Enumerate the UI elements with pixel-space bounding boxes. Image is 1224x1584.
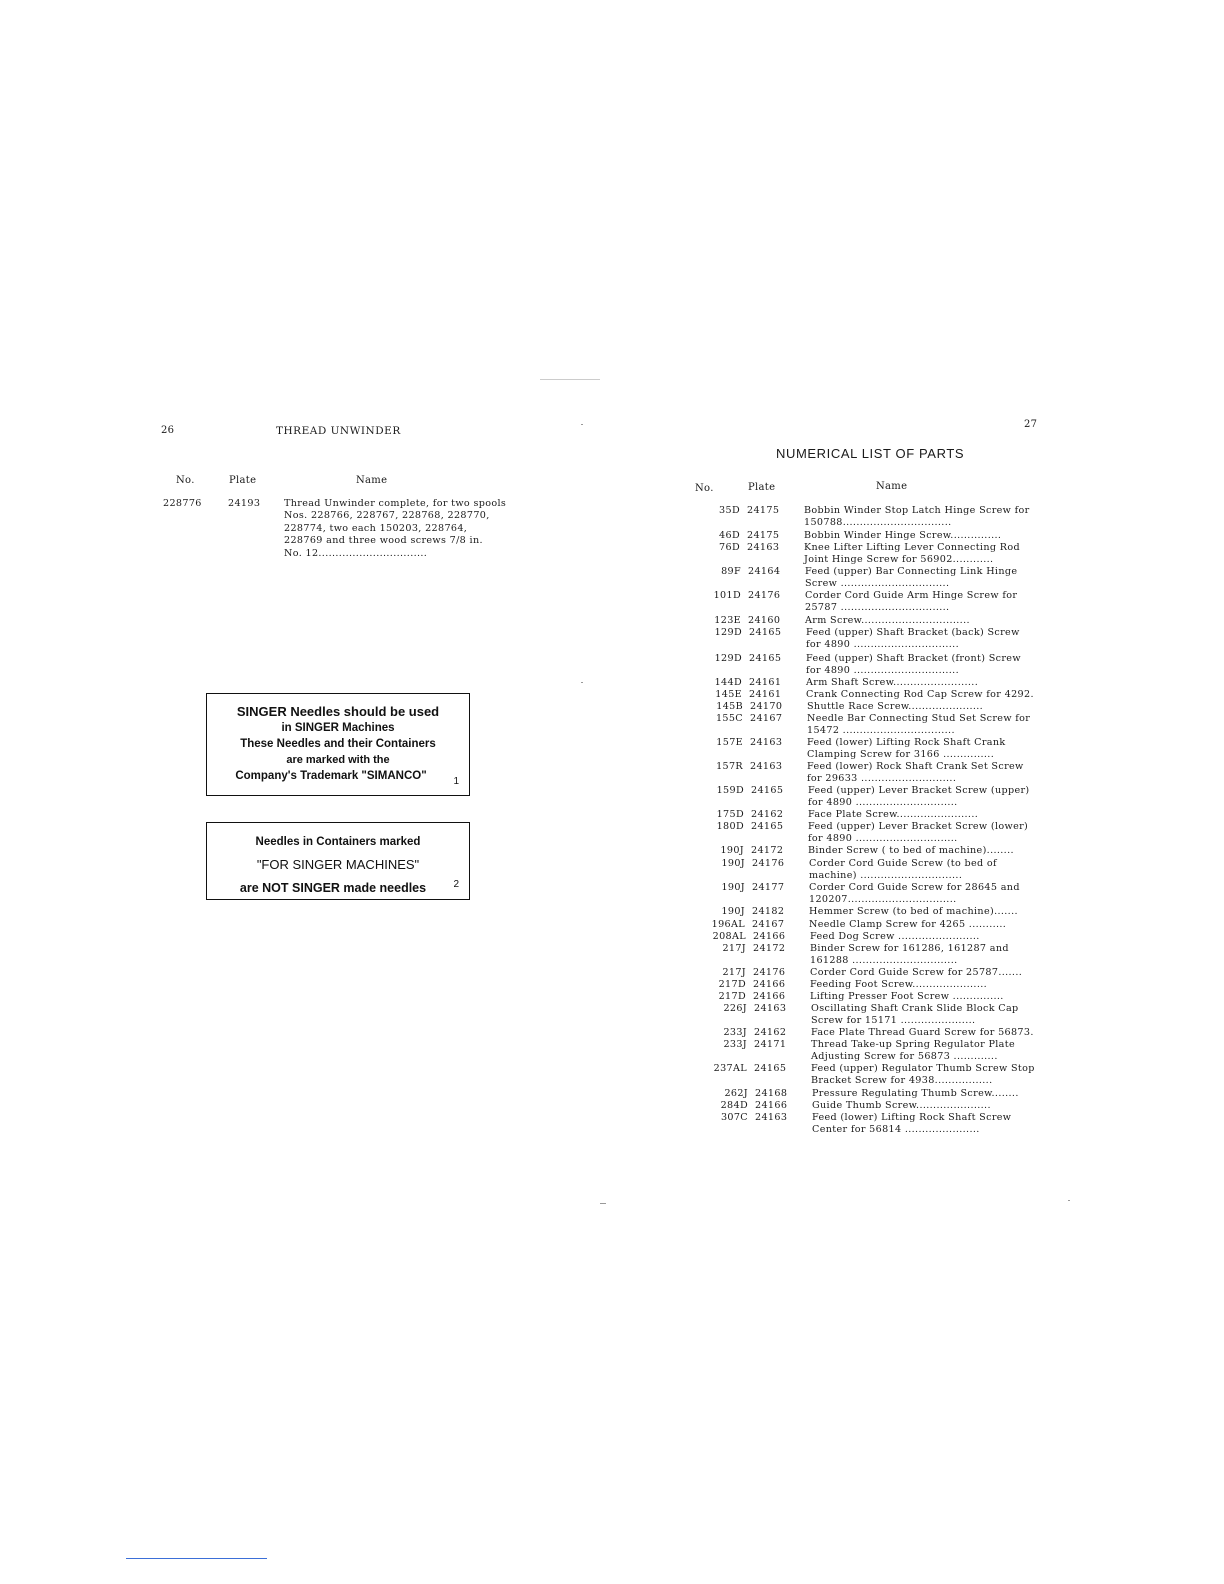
notice-1-line-5: Company's Trademark "SIMANCO"	[235, 770, 427, 782]
left-page-title: THREAD UNWINDER	[276, 425, 401, 437]
part-plate: 24165	[754, 1063, 787, 1074]
left-entry-no: 228776	[163, 498, 202, 509]
part-no: 145E	[715, 689, 742, 700]
part-plate: 24177	[752, 882, 785, 893]
part-no: 217J	[722, 943, 746, 954]
part-name: Hemmer Screw (to bed of machine).......	[809, 906, 1018, 917]
part-plate: 24171	[754, 1039, 787, 1050]
part-name: Corder Cord Guide Screw (to bed of machine) ..............................	[809, 858, 997, 882]
part-name: Corder Cord Guide Screw for 28645 and 120207................................	[809, 882, 1020, 906]
scan-speck	[1068, 1200, 1070, 1201]
part-plate: 24160	[748, 615, 781, 626]
part-no: 190J	[721, 906, 745, 917]
part-no: 226J	[723, 1003, 747, 1014]
part-no: 157E	[716, 737, 743, 748]
part-no: 262J	[724, 1088, 748, 1099]
part-plate: 24182	[752, 906, 785, 917]
notice-simanco	[206, 693, 470, 796]
part-plate: 24167	[750, 713, 783, 724]
bottom-divider	[126, 1558, 267, 1559]
part-plate: 24172	[751, 845, 784, 856]
part-name: Bobbin Winder Stop Latch Hinge Screw for 150788................................	[804, 505, 1030, 529]
part-name: Lifting Presser Foot Screw ...............	[810, 991, 1004, 1002]
part-name: Feed (lower) Lifting Rock Shaft Screw Center for 56814 ......................	[812, 1112, 1012, 1136]
part-no: 46D	[719, 530, 740, 541]
part-plate: 24176	[752, 858, 785, 869]
part-plate: 24163	[755, 1112, 788, 1123]
part-no: 237AL	[713, 1063, 747, 1074]
part-plate: 24162	[751, 809, 784, 820]
notice-1-line-3: These Needles and their Containers	[240, 738, 436, 750]
scan-speck	[540, 379, 600, 380]
part-plate: 24165	[751, 785, 784, 796]
part-no: 35D	[719, 505, 740, 516]
notice-2-line-2: "FOR SINGER MACHINES"	[256, 857, 420, 872]
part-no: 76D	[719, 542, 740, 553]
left-col-name: Name	[356, 475, 388, 486]
part-name: Feed (upper) Bar Connecting Link Hinge Screw ................................	[805, 566, 1018, 590]
part-no: 233J	[723, 1039, 747, 1050]
scan-speck	[600, 1203, 606, 1204]
part-no: 208AL	[712, 931, 746, 942]
part-name: Feed (lower) Rock Shaft Crank Set Screw for 29633 ............................	[807, 761, 1024, 785]
right-col-no: No.	[695, 483, 714, 494]
scan-speck	[581, 424, 583, 425]
part-name: Feed Dog Screw ........................	[810, 931, 980, 942]
part-plate: 24163	[747, 542, 780, 553]
part-name: Needle Clamp Screw for 4265 ...........	[809, 919, 1007, 930]
right-page-number: 27	[1024, 419, 1038, 430]
part-name: Binder Screw ( to bed of machine)........	[808, 845, 1014, 856]
part-no: 233J	[723, 1027, 747, 1038]
part-no: 196AL	[711, 919, 745, 930]
part-name: Knee Lifter Lifting Lever Connecting Rod Joint Hinge Screw for 56902............	[804, 542, 1020, 566]
part-no: 217J	[722, 967, 746, 978]
part-no: 145B	[716, 701, 743, 712]
part-no: 190J	[721, 858, 745, 869]
part-plate: 24164	[748, 566, 781, 577]
part-no: 123E	[714, 615, 741, 626]
part-name: Feed (upper) Shaft Bracket (back) Screw for 4890 ...............................	[806, 627, 1020, 651]
part-no: 190J	[720, 845, 744, 856]
right-col-plate: Plate	[748, 482, 776, 493]
part-no: 155C	[715, 713, 743, 724]
part-plate: 24163	[754, 1003, 787, 1014]
part-name: Pressure Regulating Thumb Screw........	[812, 1088, 1019, 1099]
part-plate: 24166	[753, 991, 786, 1002]
part-no: 180D	[716, 821, 744, 832]
part-name: Feed (upper) Lever Bracket Screw (lower) for 4890 ..............................	[808, 821, 1029, 845]
notice-2-line-3: are NOT SINGER made needles	[239, 881, 427, 895]
part-name: Bobbin Winder Hinge Screw...............	[804, 530, 1002, 541]
part-name: Binder Screw for 161286, 161287 and 161288 ...............................	[810, 943, 1009, 967]
part-name: Corder Cord Guide Screw for 25787.......	[810, 967, 1023, 978]
part-name: Arm Screw................................	[805, 615, 970, 626]
part-plate: 24168	[755, 1088, 788, 1099]
part-no: 284D	[720, 1100, 748, 1111]
part-plate: 24162	[754, 1027, 787, 1038]
right-page-title: NUMERICAL LIST OF PARTS	[776, 446, 965, 461]
right-col-name: Name	[876, 481, 908, 492]
left-col-no: No.	[176, 475, 195, 486]
part-no: 190J	[721, 882, 745, 893]
part-name: Feed (upper) Regulator Thumb Screw Stop Bracket Screw for 4938.................	[811, 1063, 1035, 1087]
notice-2-line-1: Needles in Containers marked	[255, 836, 421, 848]
part-name: Feed (lower) Lifting Rock Shaft Crank Clamping Screw for 3166 ...............	[807, 737, 1006, 761]
left-page-number: 26	[161, 425, 175, 436]
part-no: 101D	[713, 590, 741, 601]
part-name: Face Plate Screw........................	[808, 809, 979, 820]
part-plate: 24170	[750, 701, 783, 712]
part-name: Shuttle Race Screw......................	[807, 701, 984, 712]
part-no: 144D	[714, 677, 742, 688]
part-no: 129D	[714, 653, 742, 664]
part-no: 129D	[714, 627, 742, 638]
notice-2-figure: 2	[453, 879, 459, 890]
part-plate: 24166	[753, 931, 786, 942]
part-name: Feeding Foot Screw......................	[810, 979, 988, 990]
part-name: Thread Take-up Spring Regulator Plate Adjusting Screw for 56873 .............	[811, 1039, 1015, 1063]
part-plate: 24165	[749, 627, 782, 638]
part-no: 217D	[718, 991, 746, 1002]
part-plate: 24176	[748, 590, 781, 601]
left-entry-plate: 24193	[228, 498, 261, 509]
part-name: Crank Connecting Rod Cap Screw for 4292.	[806, 689, 1034, 700]
part-no: 89F	[721, 566, 741, 577]
left-col-plate: Plate	[229, 475, 257, 486]
left-entry-name: Thread Unwinder complete, for two spools Nos. 228766, 228767, 228768, 228770, 228774, two each 150203, 228764, 228769 and three wood screws 7/8 in. No. 12................................	[284, 498, 507, 559]
part-plate: 24176	[753, 967, 786, 978]
part-plate: 24165	[749, 653, 782, 664]
part-name: Needle Bar Connecting Stud Set Screw for 15472 .................................	[807, 713, 1031, 737]
part-name: Feed (upper) Shaft Bracket (front) Screw for 4890 ...............................	[806, 653, 1021, 677]
notice-1-figure: 1	[453, 776, 459, 787]
notice-1-line-1: SINGER Needles should be used	[236, 704, 440, 719]
part-no: 157R	[716, 761, 743, 772]
notice-for-singer	[206, 822, 470, 900]
part-plate: 24163	[750, 761, 783, 772]
part-plate: 24167	[752, 919, 785, 930]
notice-1-line-2: in SINGER Machines	[281, 722, 395, 734]
part-no: 175D	[716, 809, 744, 820]
part-no: 307C	[720, 1112, 748, 1123]
part-plate: 24175	[747, 530, 780, 541]
part-name: Arm Shaft Screw.........................	[806, 677, 979, 688]
part-name: Guide Thumb Screw......................	[812, 1100, 991, 1111]
part-no: 159D	[716, 785, 744, 796]
part-plate: 24166	[755, 1100, 788, 1111]
part-plate: 24161	[749, 677, 782, 688]
part-name: Corder Cord Guide Arm Hinge Screw for 25787 ................................	[805, 590, 1018, 614]
part-plate: 24172	[753, 943, 786, 954]
part-name: Face Plate Thread Guard Screw for 56873.	[811, 1027, 1034, 1038]
part-plate: 24175	[747, 505, 780, 516]
part-plate: 24161	[749, 689, 782, 700]
part-name: Feed (upper) Lever Bracket Screw (upper) for 4890 ..............................	[808, 785, 1030, 809]
part-plate: 24166	[753, 979, 786, 990]
part-plate: 24163	[750, 737, 783, 748]
part-name: Oscillating Shaft Crank Slide Block Cap Screw for 15171 ......................	[811, 1003, 1019, 1027]
scan-speck	[581, 682, 583, 683]
notice-1-line-4: are marked with the	[286, 754, 390, 766]
part-no: 217D	[718, 979, 746, 990]
part-plate: 24165	[751, 821, 784, 832]
